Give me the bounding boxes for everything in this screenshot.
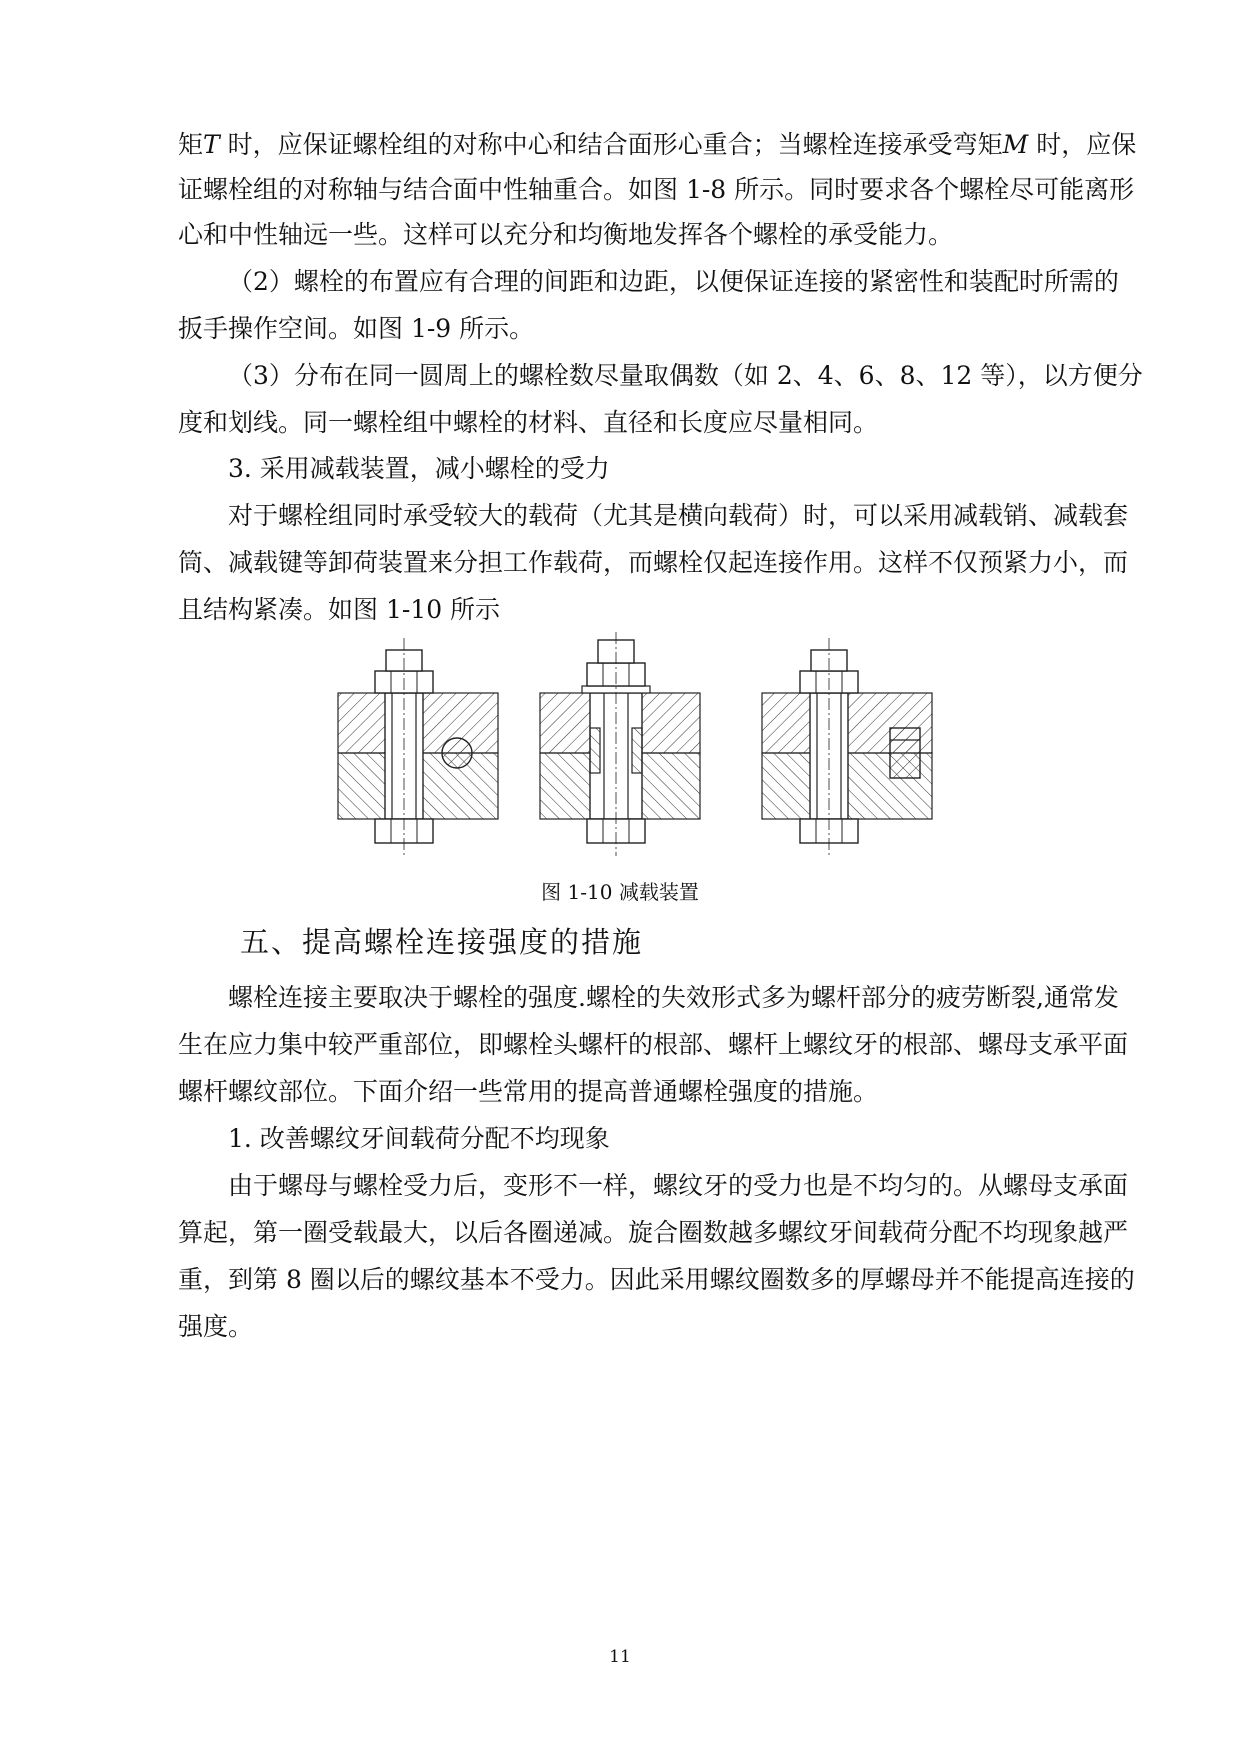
paragraph-2-line-1: （2）螺栓的布置应有合理的间距和边距，以便保证连接的紧密性和装配时所需的 bbox=[228, 267, 1119, 296]
paragraph-4-line-2: 筒、减载键等卸荷装置来分担工作载荷，而螺栓仅起连接作用。这样不仅预紧力小，而 bbox=[178, 548, 1129, 577]
subheading-3: 3. 采用减载装置，减小螺栓的受力 bbox=[228, 454, 610, 483]
bolt-with-reducing-sleeve bbox=[540, 632, 700, 856]
paragraph-1-line-3: 心和中性轴远一些。这样可以充分和均衡地发挥各个螺栓的承受能力。 bbox=[178, 220, 954, 249]
paragraph-6-line-2: 算起，第一圈受载最大，以后各圈递减。旋合圈数越多螺纹牙间载荷分配不均现象越严 bbox=[178, 1218, 1129, 1247]
paragraph-6-line-1: 由于螺母与螺栓受力后，变形不一样，螺纹牙的受力也是不均匀的。从螺母支承面 bbox=[228, 1171, 1129, 1200]
paragraph-4-line-1: 对于螺栓组同时承受较大的载荷（尤其是横向载荷）时，可以采用减载销、减载套 bbox=[228, 501, 1129, 530]
paragraph-4-line-3: 且结构紧凑。如图 1-10 所示 bbox=[178, 595, 501, 624]
paragraph-1-line-1: 矩T 时，应保证螺栓组的对称中心和结合面形心重合；当螺栓连接承受弯矩M 时，应保 bbox=[178, 130, 1137, 159]
bolt-with-reducing-key bbox=[762, 638, 932, 856]
subheading-1: 1. 改善螺纹牙间载荷分配不均现象 bbox=[228, 1124, 610, 1153]
paragraph-5-line-3: 螺杆螺纹部位。下面介绍一些常用的提高普通螺栓强度的措施。 bbox=[178, 1077, 879, 1106]
paragraph-5-line-2: 生在应力集中较严重部位，即螺栓头螺杆的根部、螺杆上螺纹牙的根部、螺母支承平面 bbox=[178, 1030, 1129, 1059]
paragraph-3-line-1: （3）分布在同一圆周上的螺栓数尽量取偶数（如 2、4、6、8、12 等），以方便分 bbox=[228, 361, 1143, 390]
paragraph-6-line-4: 强度。 bbox=[178, 1312, 254, 1341]
paragraph-2-line-2: 扳手操作空间。如图 1-9 所示。 bbox=[178, 314, 535, 343]
page-number: 11 bbox=[609, 1647, 631, 1667]
paragraph-6-line-3: 重，到第 8 圈以后的螺纹基本不受力。因此采用螺纹圈数多的厚螺母并不能提高连接的 bbox=[178, 1265, 1135, 1294]
paragraph-5-line-1: 螺栓连接主要取决于螺栓的强度.螺栓的失效形式多为螺杆部分的疲劳断裂,通常发 bbox=[228, 983, 1119, 1012]
section-heading: 五、提高螺栓连接强度的措施 bbox=[240, 925, 644, 959]
figure-caption: 图 1-10 减载装置 bbox=[541, 880, 699, 904]
bolt-with-reducing-pin bbox=[338, 638, 498, 856]
paragraph-1-line-2: 证螺栓组的对称轴与结合面中性轴重合。如图 1-8 所示。同时要求各个螺栓尽可能离形 bbox=[178, 175, 1135, 204]
paragraph-3-line-2: 度和划线。同一螺栓组中螺栓的材料、直径和长度应尽量相同。 bbox=[178, 408, 879, 437]
figure-load-reducing-devices bbox=[330, 628, 950, 873]
